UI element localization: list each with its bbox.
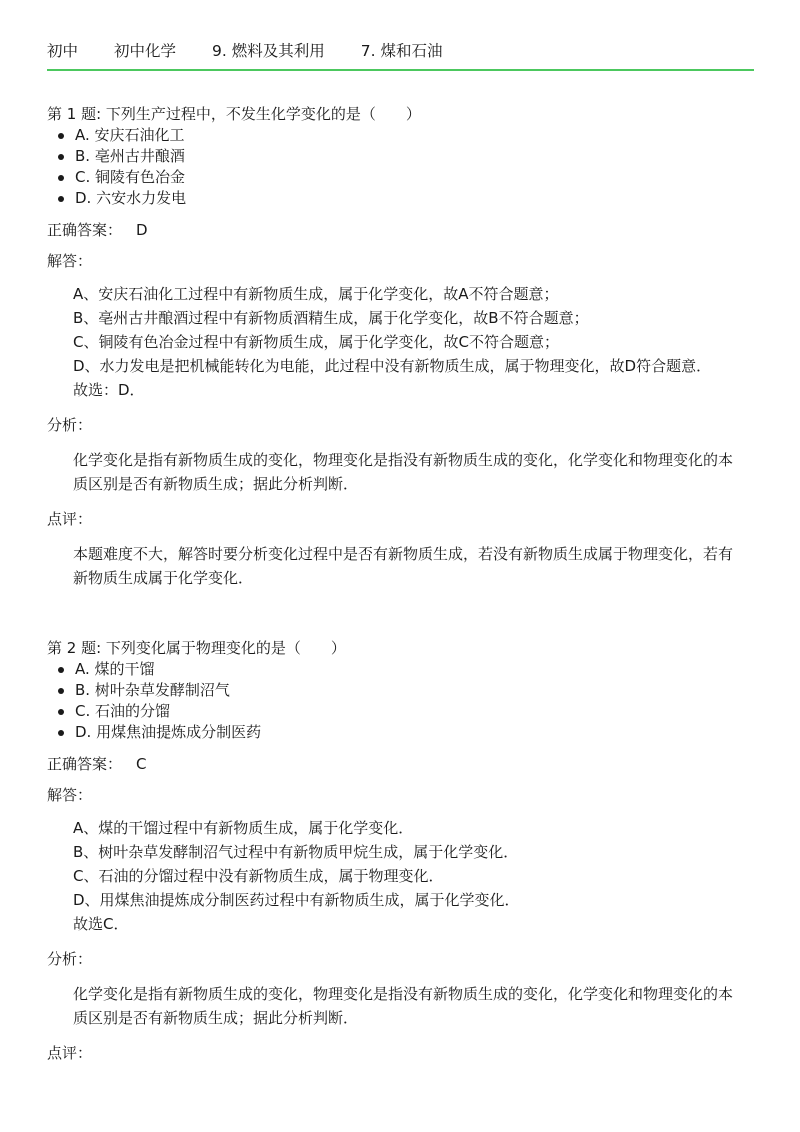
explain-text [47, 282, 747, 402]
explain-line: D、用煤焦油提炼成分制医药过程中有新物质生成，属于化学变化． [73, 891, 520, 909]
explain-label: 解答： [47, 252, 93, 270]
breadcrumb-section[interactable]: 7. 煤和石油 [360, 42, 443, 60]
breadcrumb-chapter[interactable]: 9. 燃料及其利用 [212, 42, 325, 60]
explain-line: 故选C． [73, 915, 129, 933]
question-title: 第 1 题: 下列生产过程中，不发生化学变化的是（ ） [47, 105, 421, 123]
option-c: C. 铜陵有色冶金 [75, 167, 747, 188]
option-d: D. 用煤焦油提炼成分制医药 [75, 722, 747, 743]
comment-label: 点评： [47, 1044, 93, 1062]
breadcrumb-level[interactable]: 初中 [47, 42, 79, 60]
explain-line: B、树叶杂草发酵制沼气过程中有新物质甲烷生成，属于化学变化． [73, 843, 519, 861]
option-a: A. 安庆石油化工 [75, 125, 747, 146]
question-1 [47, 103, 747, 590]
correct-answer-label: 正确答案： [47, 755, 123, 773]
analysis-text: 化学变化是指有新物质生成的变化，物理变化是指没有新物质生成的变化，化学变化和物理变化的本质区别是否有新物质生成；据此分析判断． [73, 985, 734, 1027]
option-b: B. 亳州古井酿酒 [75, 146, 747, 167]
analysis-text: 化学变化是指有新物质生成的变化，物理变化是指没有新物质生成的变化，化学变化和物理变化的本质区别是否有新物质生成；据此分析判断． [73, 451, 734, 493]
question-2 [47, 637, 747, 1064]
explain-text [47, 816, 747, 936]
explain-line: B、亳州古井酿酒过程中有新物质酒精生成，属于化学变化，故B不符合题意； [73, 309, 589, 327]
correct-answer-value: C [136, 755, 147, 773]
question-title: 第 2 题: 下列变化属于物理变化的是（ ） [47, 639, 346, 657]
correct-answer [47, 753, 747, 775]
analysis-label: 分析： [47, 950, 93, 968]
analysis-label: 分析： [47, 416, 93, 434]
option-a: A. 煤的干馏 [75, 659, 747, 680]
explain-line: C、铜陵有色冶金过程中有新物质生成，属于化学变化，故C不符合题意； [73, 333, 559, 351]
explain-line: C、石油的分馏过程中没有新物质生成，属于物理变化． [73, 867, 444, 885]
correct-answer-value: D [136, 221, 148, 239]
explain-label: 解答： [47, 786, 93, 804]
breadcrumb-subject[interactable]: 初中化学 [114, 42, 177, 60]
explain-line: A、安庆石油化工过程中有新物质生成，属于化学变化，故A不符合题意； [73, 285, 559, 303]
header-divider [47, 69, 754, 71]
explain-line: D、水力发电是把机械能转化为电能，此过程中没有新物质生成，属于物理变化，故D符合题意． [73, 357, 712, 375]
comment-text: 本题难度不大，解答时要分析变化过程中是否有新物质生成，若没有新物质生成属于物理变化，若有新物质生成属于化学变化． [73, 545, 734, 587]
comment-label: 点评： [47, 510, 93, 528]
option-c: C. 石油的分馏 [75, 701, 747, 722]
option-d: D. 六安水力发电 [75, 188, 747, 209]
correct-answer-label: 正确答案： [47, 221, 123, 239]
breadcrumb [47, 40, 478, 62]
explain-line: A、煤的干馏过程中有新物质生成，属于化学变化． [73, 819, 414, 837]
option-list [47, 125, 747, 209]
option-b: B. 树叶杂草发酵制沼气 [75, 680, 747, 701]
correct-answer [47, 219, 747, 241]
explain-line: 故选：D． [73, 381, 145, 399]
option-list [47, 659, 747, 743]
